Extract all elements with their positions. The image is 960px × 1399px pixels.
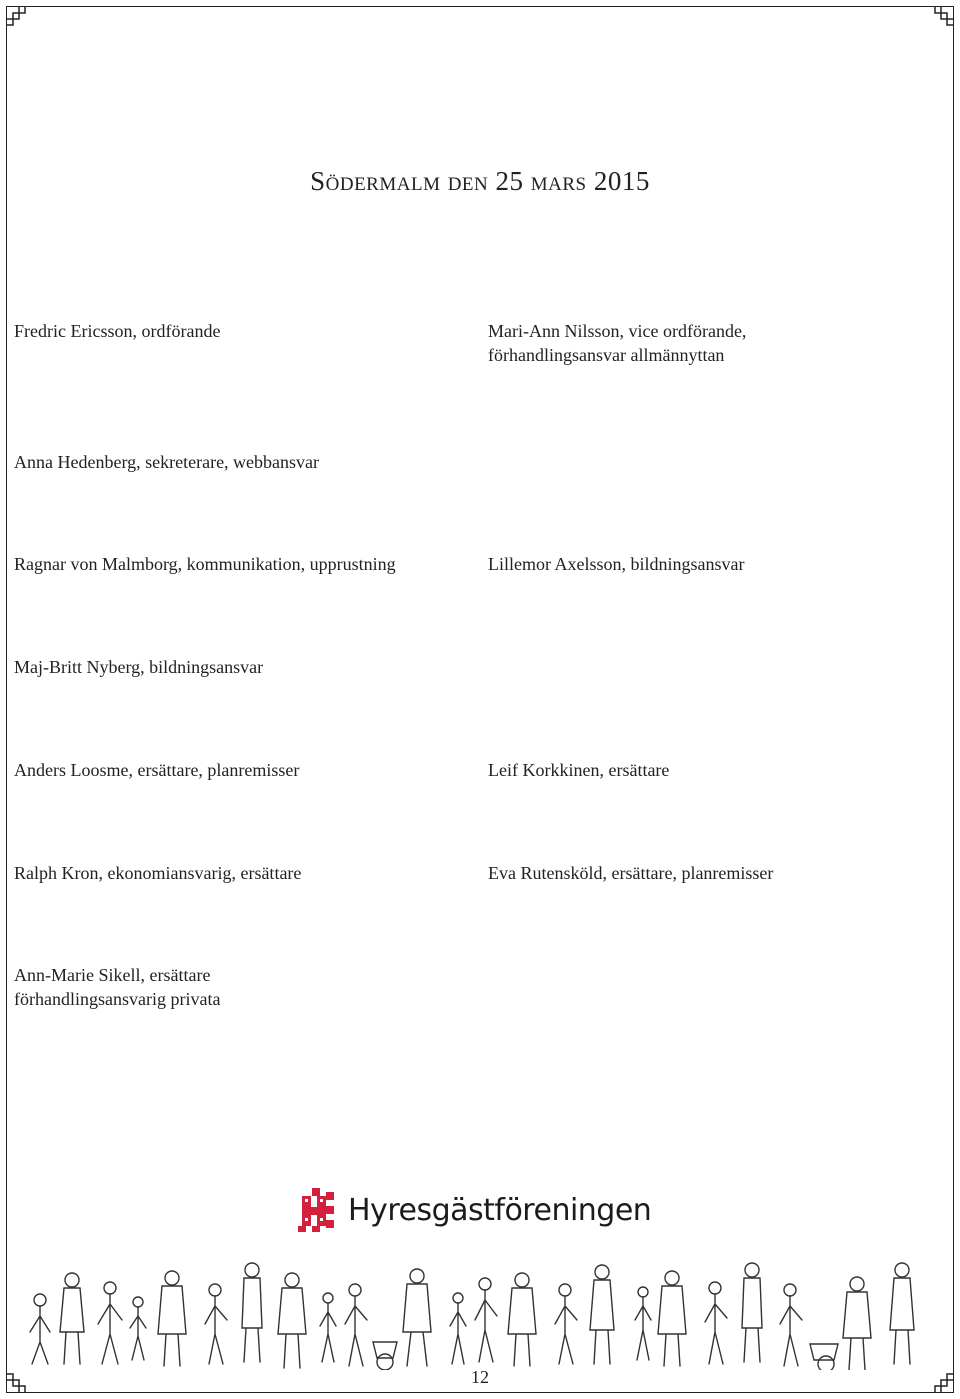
member-name: Lillemor Axelsson, bildningsansvar bbox=[488, 554, 745, 574]
member-name-line: Mari-Ann Nilsson, vice ordförande, bbox=[488, 321, 747, 341]
member-name-line: förhandlingsansvarig privata bbox=[14, 989, 221, 1009]
member-name-line: Ann-Marie Sikell, ersättare bbox=[14, 965, 211, 985]
member-name-line: förhandlingsansvar allmännyttan bbox=[488, 345, 725, 365]
member-name: Ragnar von Malmborg, kommunikation, upprustning bbox=[14, 554, 396, 574]
member-name: Maj-Britt Nyberg, bildningsansvar bbox=[14, 657, 264, 677]
member-name: Anders Loosme, ersättare, planremisser bbox=[14, 760, 300, 780]
people-crowd-illustration bbox=[10, 1252, 938, 1370]
corner-ornament-icon bbox=[931, 7, 953, 29]
member-name bbox=[488, 319, 746, 367]
page-border bbox=[6, 6, 954, 1393]
hyresgastforeningen-logo-icon bbox=[298, 1186, 338, 1234]
member-name: Eva Rutensköld, ersättare, planremisser bbox=[488, 863, 774, 883]
organization-logo bbox=[298, 1186, 651, 1234]
member-name: Fredric Ericsson, ordförande bbox=[14, 321, 221, 341]
page-number-text: 12 bbox=[463, 1367, 497, 1388]
member-name: Ralph Kron, ekonomiansvarig, ersättare bbox=[14, 863, 302, 883]
member-name bbox=[14, 963, 220, 1011]
member-name: Leif Korkkinen, ersättare bbox=[488, 760, 670, 780]
logo-wordmark: Hyresgästföreningen bbox=[348, 1192, 652, 1228]
page-number bbox=[0, 1367, 960, 1388]
page-title: Södermalm den 25 mars 2015 bbox=[310, 166, 650, 196]
member-name: Anna Hedenberg, sekreterare, webbansvar bbox=[14, 452, 320, 472]
corner-ornament-icon bbox=[7, 7, 29, 29]
